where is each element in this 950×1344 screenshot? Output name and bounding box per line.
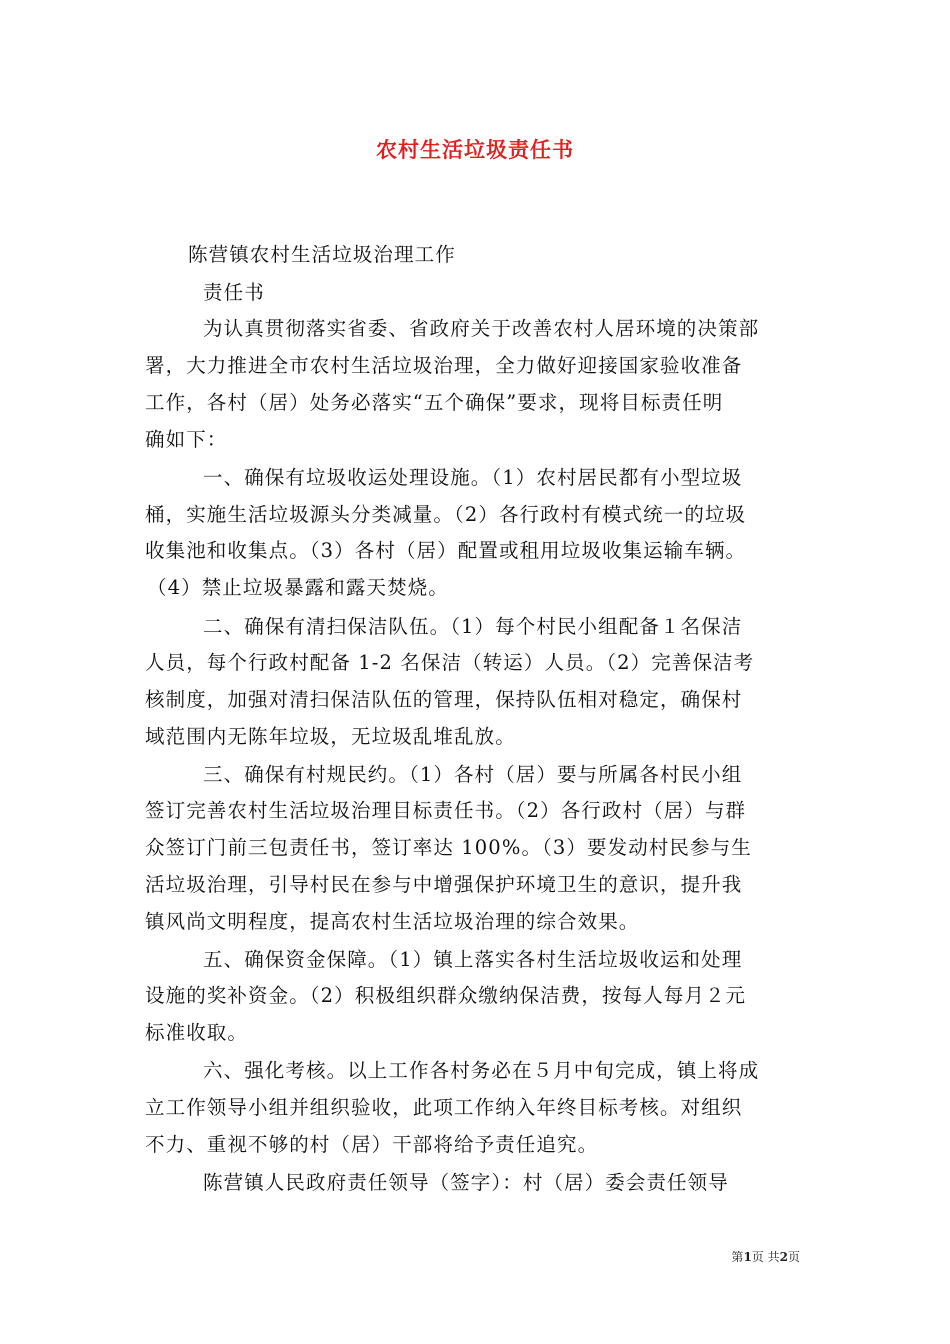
body-line: （4）禁止垃圾暴露和露天焚烧。	[147, 576, 449, 599]
page-footer	[731, 1248, 800, 1265]
footer-suffix: 页	[787, 1250, 800, 1264]
document-title: 农村生活垃圾责任书	[376, 137, 574, 162]
body-line: 活垃圾治理，引导村民在参与中增强保护环境卫生的意识，提升我	[145, 873, 743, 896]
footer-prefix: 第	[731, 1250, 744, 1264]
total-pages: 2	[779, 1250, 788, 1264]
body-line: 设施的奖补资金。（2）积极组织群众缴纳保洁费，按每人每月２元	[145, 984, 747, 1007]
body-line: 桶，实施生活垃圾源头分类减量。（2）各行政村有模式统一的垃圾	[145, 503, 747, 526]
body-line: 签订完善农村生活垃圾治理目标责任书。（2）各行政村（居）与群	[145, 799, 747, 822]
body-line: 五、确保资金保障。（1）镇上落实各村生活垃圾收运和处理	[203, 948, 743, 971]
body-line: 三、确保有村规民约。（1）各村（居）要与所属各村民小组	[203, 763, 743, 786]
body-line: 人员，每个行政村配备 1-2 名保洁（转运）人员。（2）完善保洁考	[145, 651, 755, 674]
body-line: 为认真贯彻落实省委、省政府关于改善农村人居环境的决策部	[203, 317, 760, 340]
body-line: 不力、重视不够的村（居）干部将给予责任追究。	[145, 1133, 599, 1156]
body-line: 陈营镇农村生活垃圾治理工作	[188, 243, 456, 266]
body-line: 收集池和收集点。（3）各村（居）配置或租用垃圾收集运输车辆。	[145, 539, 747, 562]
body-line: 标准收取。	[145, 1021, 249, 1044]
body-line: 六、强化考核。以上工作各村务必在５月中旬完成，镇上将成	[203, 1059, 760, 1082]
body-line: 立工作领导小组并组织验收，此项工作纳入年终目标考核。对组织	[145, 1096, 743, 1119]
body-line: 镇风尚文明程度，提高农村生活垃圾治理的综合效果。	[145, 910, 640, 933]
body-line: 域范围内无陈年垃圾，无垃圾乱堆乱放。	[145, 725, 516, 748]
body-line: 一、确保有垃圾收运处理设施。（1）农村居民都有小型垃圾	[203, 466, 743, 489]
body-line: 陈营镇人民政府责任领导（签字）：村（居）委会责任领导	[203, 1171, 729, 1194]
body-line: 确如下：	[145, 428, 228, 451]
body-line: 二、确保有清扫保洁队伍。（1）每个村民小组配备１名保洁	[203, 615, 743, 638]
body-line: 责任书	[203, 281, 265, 304]
body-line: 工作，各村（居）处务必落实“五个确保”要求，现将目标责任明	[145, 391, 724, 414]
body-line: 核制度，加强对清扫保洁队伍的管理，保持队伍相对稳定，确保村	[145, 688, 743, 711]
body-line: 众签订门前三包责任书，签订率达 100%。（3）要发动村民参与生	[145, 836, 752, 859]
footer-middle: 页 共	[751, 1250, 780, 1264]
body-line: 署，大力推进全市农村生活垃圾治理，全力做好迎接国家验收准备	[145, 354, 743, 377]
current-page: 1	[743, 1250, 752, 1264]
